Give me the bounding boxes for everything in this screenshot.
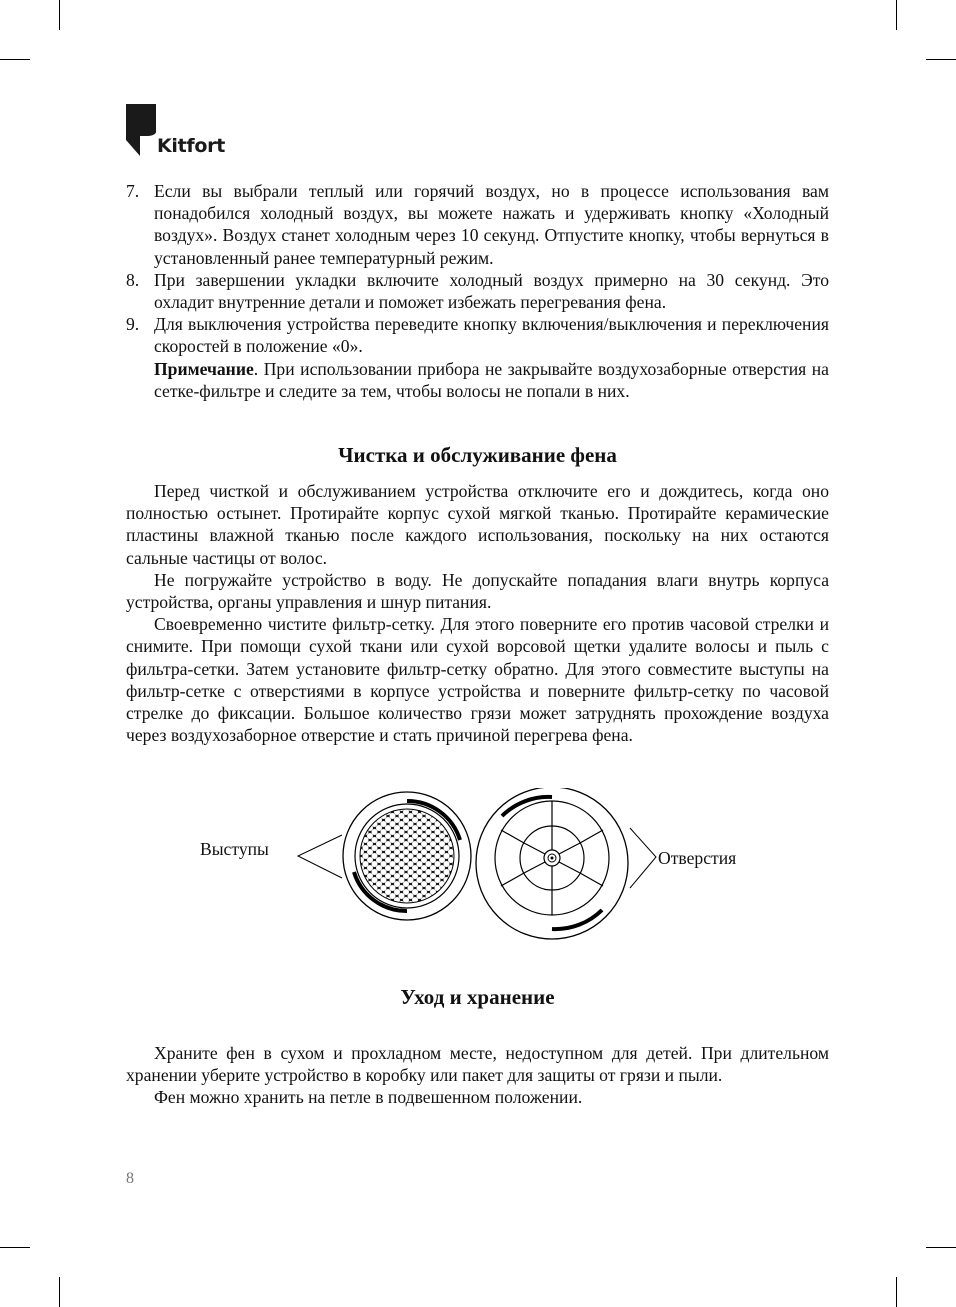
list-item-number: 9. (126, 314, 140, 335)
crop-mark (59, 0, 60, 30)
paragraph: Перед чисткой и обслуживанием устройства отключите его и дождитесь, когда оно полностью остынет. Протирайте корпус сухой мягкой тканью. Протирайте керамические пластины влажной тканью после каждого использования, поскольку на них остаются сальные частицы от волос. (126, 481, 829, 568)
paragraph: Храните фен в сухом и прохладном месте, недоступном для детей. При длительном хранении уберите устройство в коробку или пакет для защиты от грязи и пыли. (126, 1043, 829, 1086)
crop-mark (926, 59, 956, 60)
page-number: 8 (126, 1170, 134, 1187)
paragraph: Фен можно хранить на петле в подвешенном положении. (154, 1087, 583, 1108)
crop-mark (0, 1247, 30, 1248)
kitfort-logo-icon (126, 104, 156, 156)
label-openings: Отверстия (658, 848, 737, 868)
cleaning-text (126, 480, 829, 746)
list-item (126, 313, 829, 357)
mesh-filter (343, 792, 471, 920)
filter-figure (190, 788, 770, 948)
paragraph: Не погружайте устройство в воду. Не допускайте попадания влаги внутрь корпуса устройства, органы управления и шнур питания. (126, 569, 829, 613)
label-protrusions: Выступы (200, 839, 269, 859)
filter-diagram (190, 788, 770, 948)
list-item-number: 8. (126, 269, 140, 290)
list-item-text: Если вы выбрали теплый или горячий воздух, но в процессе использования вам понадобился холодный воздух, вы можете нажать и удерживать кнопку «Холодный воздух». Воздух станет холодным через 10 секунд. Отпустите кнопку, чтобы вернуться в установленный ранее температурный режим. (154, 181, 829, 268)
paragraph: Своевременно чистите фильтр-сетку. Для этого поверните его против часовой стрелки и снимите. При помощи сухой ткани или сухой ворсовой щетки удалите волосы и пыль с фильтра-сетки. Затем установите фильтр-сетку обратно. Для этого совместите выступы на фильтр-сетке с отверстиями в корпусе устройства и поверните фильтр-сетку по часовой стрелке до фиксации. Большое количество грязи может затруднять прохождение воздуха через воздухозаборное отверстие и стать причиной перегрева фена. (126, 614, 829, 746)
note-paragraph (126, 358, 829, 402)
crop-mark (926, 1247, 956, 1248)
list-item-text: При завершении укладки включите холодный воздух примерно на 30 секунд. Это охладит внутренние детали и поможет избежать перегревания фена. (154, 269, 829, 313)
crop-mark (896, 0, 897, 30)
list-item (126, 269, 829, 313)
list-item (126, 180, 829, 269)
crop-mark (896, 1277, 897, 1307)
instruction-list (126, 180, 829, 402)
brand-name: Kitfort (157, 135, 225, 157)
callout-protrusions (298, 835, 342, 878)
list-item-text: Для выключения устройства переведите кнопку включения/выключения и переключения скоростей в положение «0». (154, 314, 829, 357)
section-title-cleaning: Чистка и обслуживание фена (338, 443, 617, 467)
note-label: Примечание (154, 358, 254, 379)
crop-mark (0, 59, 30, 60)
storage-text (126, 1042, 829, 1109)
list-item-number: 7. (126, 181, 140, 201)
callout-openings (630, 828, 656, 888)
section-title-storage: Уход и хранение (400, 985, 555, 1009)
crop-mark (59, 1277, 60, 1307)
note-text: . При использовании прибора не закрывайте воздухозаборные отверстия на сетке-фильтре и следите за тем, чтобы волосы не попали в них. (154, 358, 829, 401)
housing-openings (476, 788, 628, 939)
brand-logo (126, 104, 236, 160)
